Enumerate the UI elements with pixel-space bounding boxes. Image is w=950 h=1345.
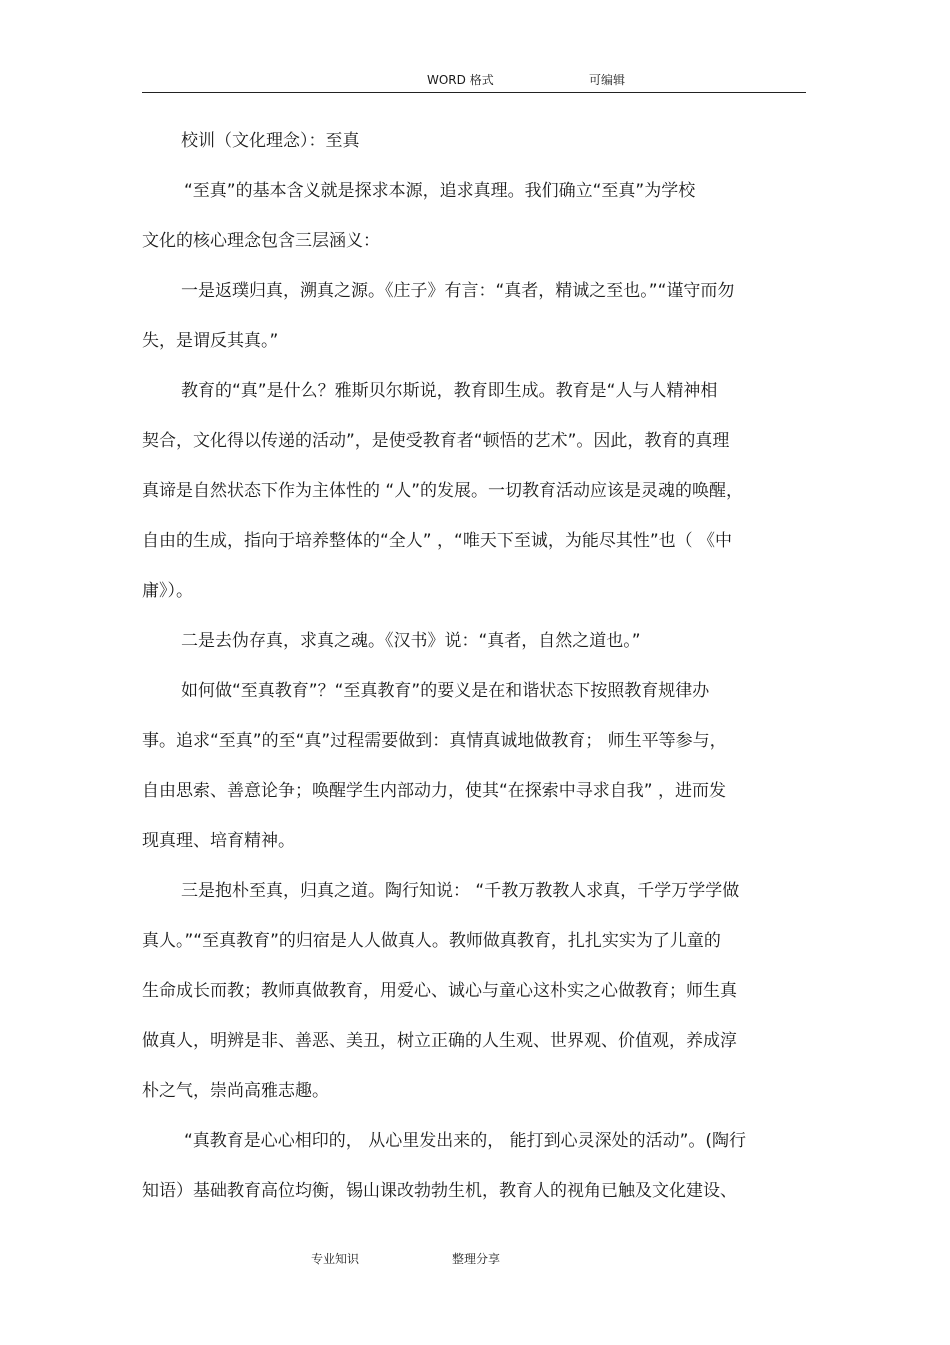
paragraph-line: 生命成长而教；教师真做教育，用爱心、诚心与童心这朴实之心做教育；师生真 bbox=[142, 981, 737, 1001]
paragraph-line: 自由的生成，指向于培养整体的“全人” ，“唯天下至诚，为能尽其性”也（ 《中 bbox=[142, 531, 733, 551]
footer-knowledge-label: 专业知识 bbox=[311, 1252, 360, 1266]
paragraph-line: “至真”的基本含义就是探求本源，追求真理。我们确立“至真”为学校 bbox=[184, 181, 696, 201]
paragraph-line: 三是抱朴至真，归真之道。陶行知说： “千教万教教人求真，千学万学学做 bbox=[181, 881, 740, 901]
paragraph-line: 知语）基础教育高位均衡，锡山课改勃勃生机，教育人的视角已触及文化建设、 bbox=[142, 1181, 737, 1201]
footer-share-label: 整理分享 bbox=[452, 1252, 501, 1266]
document-body bbox=[142, 127, 812, 1227]
paragraph-line: 真谛是自然状态下作为主体性的 “人”的发展。一切教育活动应该是灵魂的唤醒， bbox=[142, 481, 744, 501]
header-editable-label: 可编辑 bbox=[589, 73, 626, 87]
paragraph-line: 真人。”“至真教育”的归宿是人人做真人。教师做真教育，扎扎实实为了儿童的 bbox=[142, 931, 721, 951]
paragraph-line: 庸》）。 bbox=[142, 581, 193, 601]
paragraph-line: 教育的“真”是什么？雅斯贝尔斯说，教育即生成。教育是“人与人精神相 bbox=[181, 381, 718, 401]
paragraph-line: 文化的核心理念包含三层涵义： bbox=[142, 231, 380, 251]
page-footer bbox=[0, 1250, 950, 1270]
paragraph-line: 契合，文化得以传递的活动”，是使受教育者“顿悟的艺术”。因此，教育的真理 bbox=[142, 431, 730, 451]
paragraph-line: 事。追求“至真”的至“真”过程需要做到：真情真诚地做教育； 师生平等参与， bbox=[142, 731, 727, 751]
paragraph-line: “真教育是心心相印的， 从心里发出来的， 能打到心灵深处的活动”。(陶行 bbox=[184, 1131, 747, 1151]
motto-heading: 校训（文化理念）：至真 bbox=[181, 131, 360, 151]
paragraph-line: 二是去伪存真，求真之魂。《汉书》说：“真者，自然之道也。” bbox=[181, 631, 641, 651]
paragraph-line: 失，是谓反其真。” bbox=[142, 331, 279, 351]
header-format-label: WORD 格式 bbox=[427, 73, 494, 87]
paragraph-line: 现真理、培育精神。 bbox=[142, 831, 295, 851]
page-header bbox=[142, 70, 806, 93]
paragraph-line: 如何做“至真教育”？“至真教育”的要义是在和谐状态下按照教育规律办 bbox=[181, 681, 710, 701]
paragraph-line: 自由思索、善意论争；唤醒学生内部动力，使其“在探索中寻求自我” ，进而发 bbox=[142, 781, 727, 801]
paragraph-line: 做真人，明辨是非、善恶、美丑，树立正确的人生观、世界观、价值观，养成淳 bbox=[142, 1031, 737, 1051]
paragraph-line: 朴之气，崇尚高雅志趣。 bbox=[142, 1081, 329, 1101]
paragraph-line: 一是返璞归真，溯真之源。《庄子》有言：“真者，精诚之至也。”“谨守而勿 bbox=[181, 281, 735, 301]
